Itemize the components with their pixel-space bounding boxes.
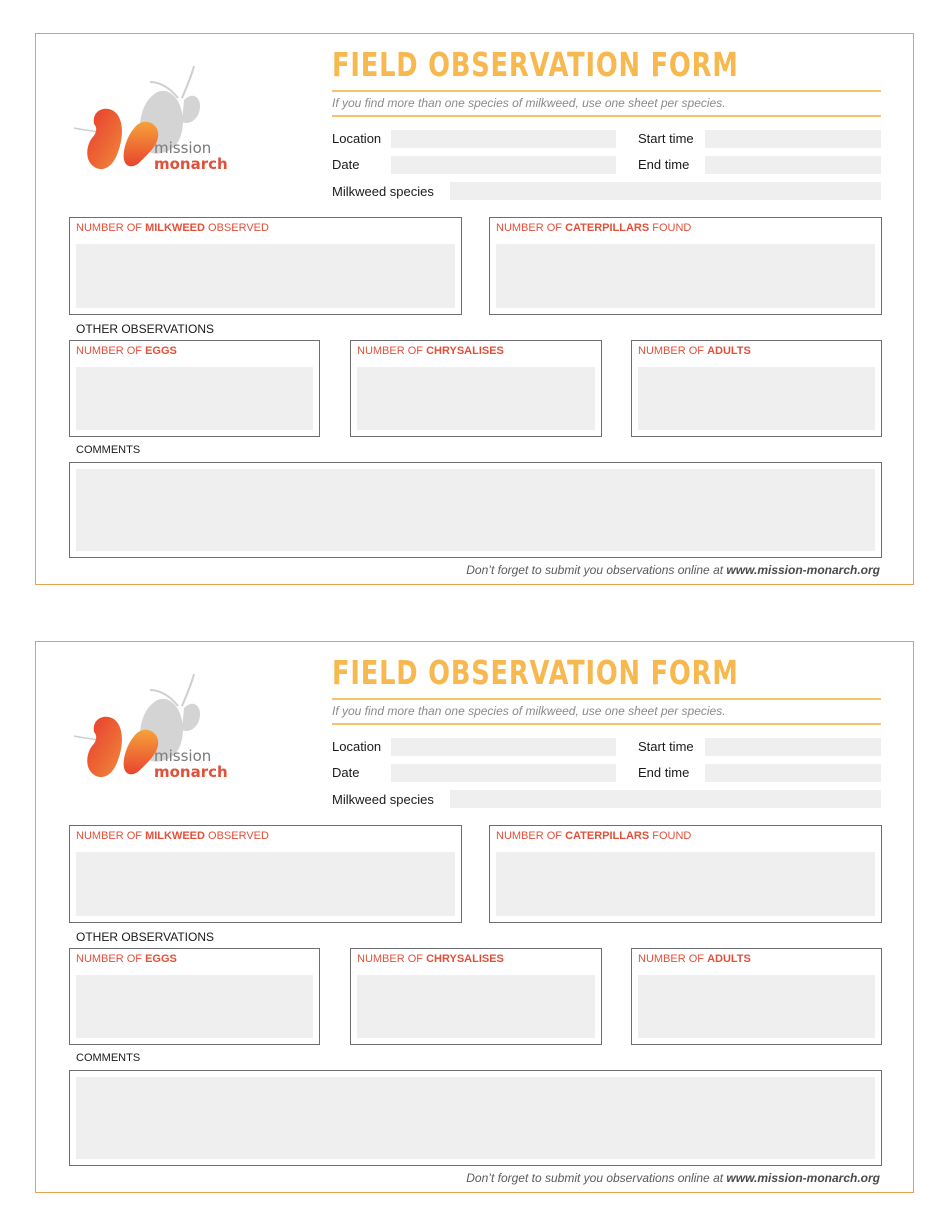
caterpillars-count-label: NUMBER OF CATERPILLARS FOUND xyxy=(496,222,692,234)
logo-word-mission: mission xyxy=(154,747,212,765)
milkweed-count-box xyxy=(69,825,462,923)
eggs-count-field[interactable] xyxy=(76,367,313,430)
adults-count-label: NUMBER OF ADULTS xyxy=(638,345,751,357)
comments-box xyxy=(69,1070,882,1166)
title-rule-bottom xyxy=(332,723,881,725)
footer-url[interactable]: www.mission-monarch.org xyxy=(726,1171,880,1185)
logo-word-monarch: monarch xyxy=(154,155,228,173)
caterpillars-count-field[interactable] xyxy=(496,244,875,308)
end-time-label: End time xyxy=(638,765,690,780)
title-rule-top xyxy=(332,90,881,92)
location-input[interactable] xyxy=(391,130,616,148)
start-time-input[interactable] xyxy=(705,130,881,148)
comments-field[interactable] xyxy=(76,1077,875,1159)
title-rule-top xyxy=(332,698,881,700)
comments-heading: COMMENTS xyxy=(76,444,141,456)
chrysalises-count-box xyxy=(350,948,602,1045)
start-time-label: Start time xyxy=(638,131,694,146)
form-title: FIELD OBSERVATION FORM xyxy=(332,653,739,692)
milkweed-count-label: NUMBER OF MILKWEED OBSERVED xyxy=(76,830,269,842)
milkweed-species-label: Milkweed species xyxy=(332,184,434,199)
logo-word-monarch: monarch xyxy=(154,763,228,781)
date-input[interactable] xyxy=(391,156,616,174)
eggs-count-box xyxy=(69,340,320,437)
comments-heading: COMMENTS xyxy=(76,1052,141,1064)
adults-count-box xyxy=(631,340,882,437)
adults-count-label: NUMBER OF ADULTS xyxy=(638,953,751,965)
form-subtitle: If you find more than one species of milkweed, use one sheet per species. xyxy=(332,96,726,110)
start-time-label: Start time xyxy=(638,739,694,754)
eggs-count-label: NUMBER OF EGGS xyxy=(76,345,177,357)
milkweed-species-label: Milkweed species xyxy=(332,792,434,807)
end-time-input[interactable] xyxy=(705,156,881,174)
caterpillars-count-box xyxy=(489,825,882,923)
mission-monarch-logo xyxy=(74,670,234,790)
location-label: Location xyxy=(332,739,382,754)
chrysalises-count-field[interactable] xyxy=(357,367,595,430)
eggs-count-box xyxy=(69,948,320,1045)
date-label: Date xyxy=(332,765,360,780)
form-title: FIELD OBSERVATION FORM xyxy=(332,45,739,84)
caterpillars-count-label: NUMBER OF CATERPILLARS FOUND xyxy=(496,830,692,842)
caterpillars-count-box xyxy=(489,217,882,315)
other-observations-heading: OTHER OBSERVATIONS xyxy=(76,930,215,944)
milkweed-species-input[interactable] xyxy=(450,790,881,808)
title-rule-bottom xyxy=(332,115,881,117)
date-label: Date xyxy=(332,157,360,172)
date-input[interactable] xyxy=(391,764,616,782)
milkweed-count-field[interactable] xyxy=(76,244,455,308)
end-time-label: End time xyxy=(638,157,690,172)
other-observations-heading: OTHER OBSERVATIONS xyxy=(76,322,215,336)
caterpillars-count-field[interactable] xyxy=(496,852,875,916)
start-time-input[interactable] xyxy=(705,738,881,756)
milkweed-species-input[interactable] xyxy=(450,182,881,200)
location-input[interactable] xyxy=(391,738,616,756)
logo-word-mission: mission xyxy=(154,139,212,157)
milkweed-count-field[interactable] xyxy=(76,852,455,916)
comments-field[interactable] xyxy=(76,469,875,551)
chrysalises-count-box xyxy=(350,340,602,437)
footer-note: Don’t forget to submit you observations online at www.mission-monarch.org xyxy=(466,563,880,577)
end-time-input[interactable] xyxy=(705,764,881,782)
footer-url[interactable]: www.mission-monarch.org xyxy=(726,563,880,577)
comments-box xyxy=(69,462,882,558)
chrysalises-count-label: NUMBER OF CHRYSALISES xyxy=(357,953,504,965)
adults-count-box xyxy=(631,948,882,1045)
milkweed-count-label: NUMBER OF MILKWEED OBSERVED xyxy=(76,222,269,234)
observation-form-sheet-2 xyxy=(35,641,914,1193)
adults-count-field[interactable] xyxy=(638,975,875,1038)
mission-monarch-logo xyxy=(74,62,234,182)
milkweed-count-box xyxy=(69,217,462,315)
form-subtitle: If you find more than one species of milkweed, use one sheet per species. xyxy=(332,704,726,718)
chrysalises-count-label: NUMBER OF CHRYSALISES xyxy=(357,345,504,357)
observation-form-sheet-1 xyxy=(35,33,914,585)
eggs-count-field[interactable] xyxy=(76,975,313,1038)
eggs-count-label: NUMBER OF EGGS xyxy=(76,953,177,965)
adults-count-field[interactable] xyxy=(638,367,875,430)
chrysalises-count-field[interactable] xyxy=(357,975,595,1038)
location-label: Location xyxy=(332,131,382,146)
footer-note: Don’t forget to submit you observations online at www.mission-monarch.org xyxy=(466,1171,880,1185)
